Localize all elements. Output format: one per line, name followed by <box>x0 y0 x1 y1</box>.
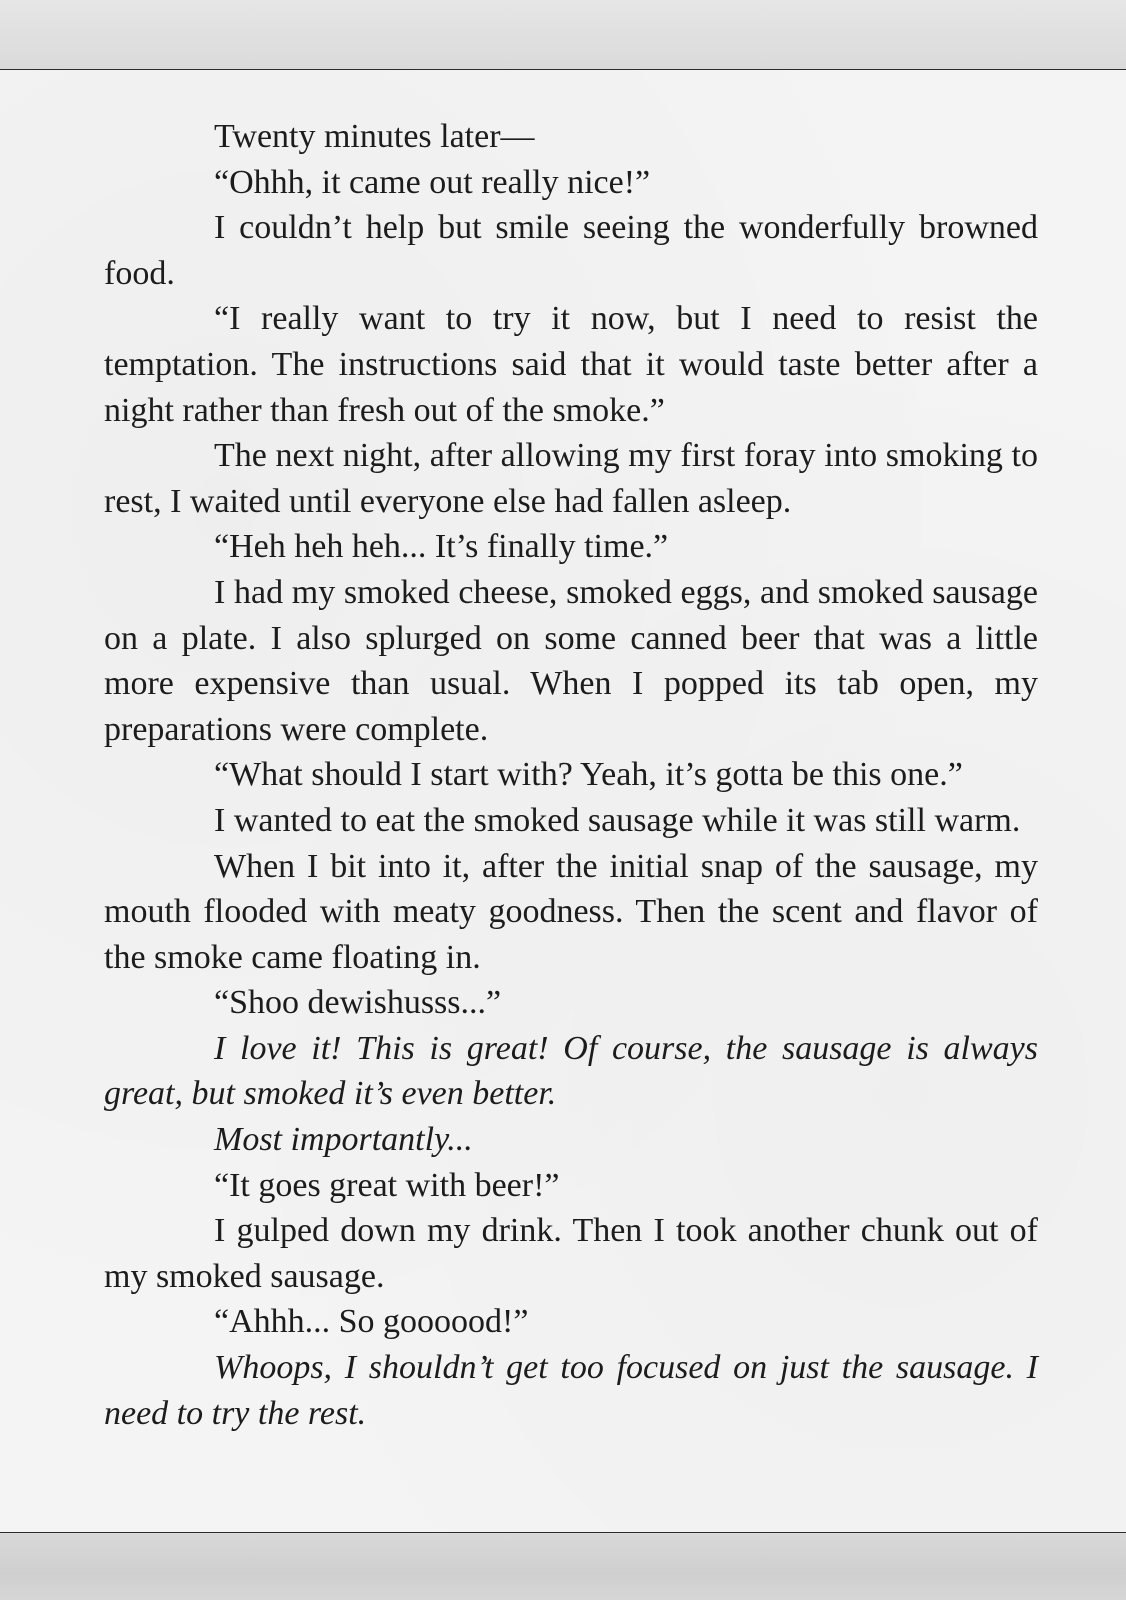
paragraph: I had my smoked cheese, smoked eggs, and smoked sausage on a plate. I also splurged on some canned beer that was a little more expensive than usual. When I popped its tab open, my preparations were complete. <box>104 573 1038 748</box>
paragraph: “Heh heh heh... It’s finally time.” <box>214 528 669 566</box>
paragraph: “Shoo dewishusss...” <box>214 984 502 1022</box>
paragraph: “It goes great with beer!” <box>214 1166 560 1204</box>
paragraph: I wanted to eat the smoked sausage while it was still warm. <box>214 801 1021 839</box>
paragraph-italic-thought: Most importantly... <box>214 1121 473 1159</box>
paragraph: “Ohhh, it came out really nice!” <box>214 163 651 201</box>
paragraph: The next night, after allowing my first foray into smoking to rest, I waited until everyone else had fallen asleep. <box>104 437 1038 520</box>
paragraph-italic-thought: Whoops, I shouldn’t get too focused on just the sausage. I need to try the rest. <box>104 1349 1038 1432</box>
paragraph: “Ahhh... So goooood!” <box>214 1303 529 1341</box>
book-page <box>0 69 1126 1533</box>
bottom-margin-band <box>0 1534 1126 1600</box>
page-body-text <box>104 114 1038 1436</box>
paragraph: “What should I start with? Yeah, it’s gotta be this one.” <box>214 756 963 794</box>
paragraph: Twenty minutes later— <box>214 118 535 155</box>
paragraph: When I bit into it, after the initial snap of the sausage, my mouth flooded with meaty goodness. Then the scent and flavor of the smoke came floating in. <box>104 847 1038 976</box>
paragraph: I gulped down my drink. Then I took another chunk out of my smoked sausage. <box>104 1212 1038 1295</box>
paragraph-italic-thought: I love it! This is great! Of course, the sausage is always great, but smoked it’s even better. <box>104 1029 1038 1113</box>
paragraph: I couldn’t help but smile seeing the wonderfully browned food. <box>104 209 1038 292</box>
top-margin-band <box>0 0 1126 69</box>
paragraph: “I really want to try it now, but I need to resist the temptation. The instructions said that it would taste better after a night rather than fresh out of the smoke.” <box>104 300 1038 429</box>
